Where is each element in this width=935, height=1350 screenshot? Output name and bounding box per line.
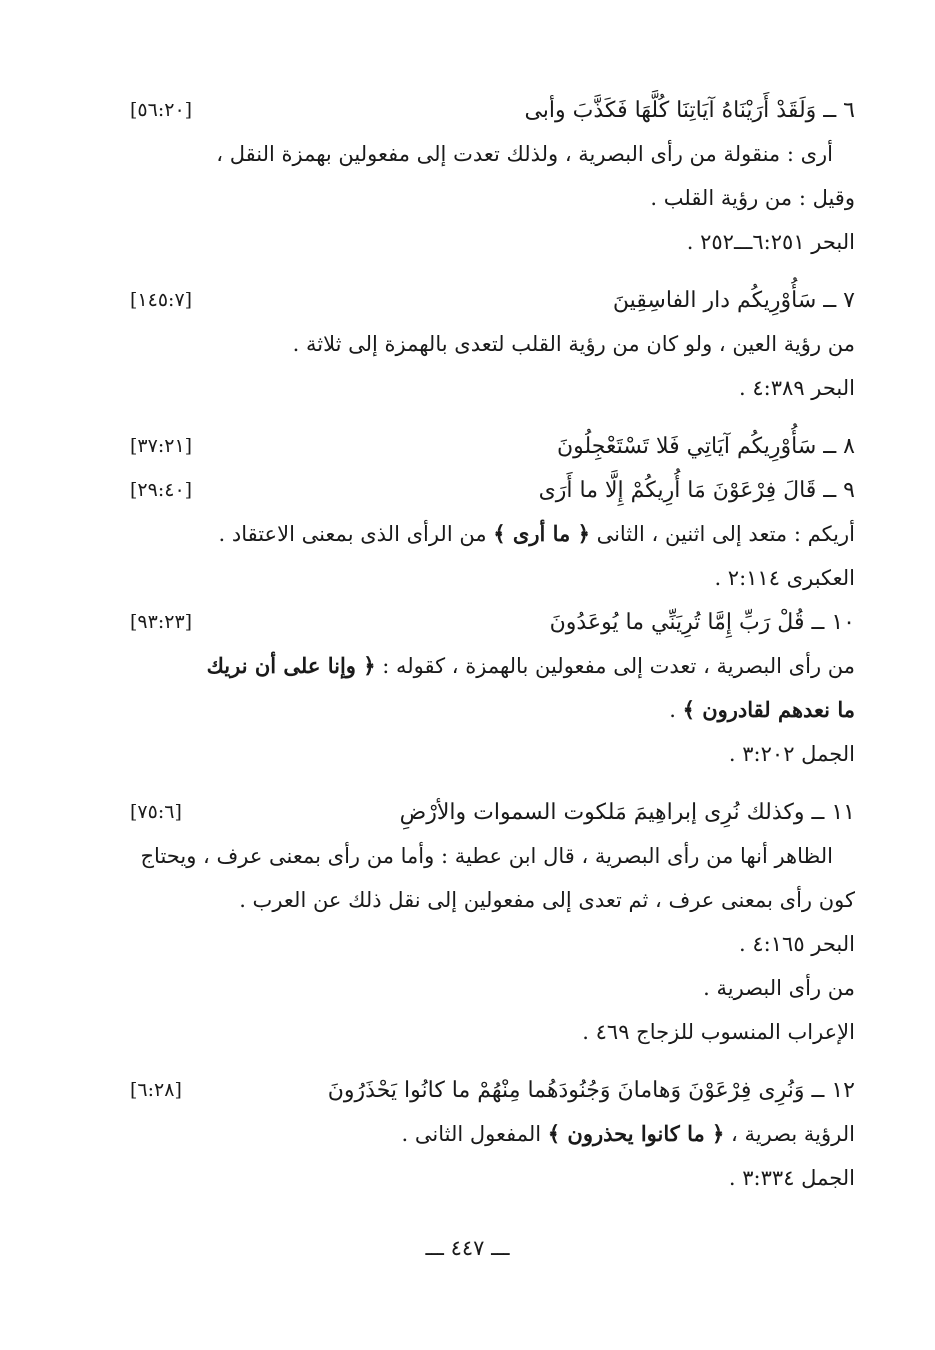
verse-text: ١٢ ــ وَنُرِى فِرْعَوْنَ وَهامانَ وَجُنُودَهُما مِنْهُمْ ما كانُوا يَحْذَرُونَ (327, 1078, 855, 1103)
source-citation: البحر ٤:١٦٥ . (739, 932, 855, 956)
commentary-line: الظاهر أنها من رأى البصرية ، قال ابن عطية : وأما من رأى بمعنى عرف ، ويحتاج (140, 844, 833, 868)
verse-row (130, 424, 855, 468)
verse-text: ١٠ ــ قُلْ رَبِّ إِمَّا تُرِيَنِّي ما يُوعَدُونَ (549, 610, 855, 635)
commentary-line: من رؤية العين ، ولو كان من رؤية القلب لتعدى بالهمزة إلى ثلاثة . (292, 332, 855, 356)
commentary-line (130, 644, 855, 688)
verse-text: ٦ ــ وَلَقَدْ أَرَيْنَاهُ آيَاتِنَا كُلَّهَا فَكَذَّبَ وأبى (524, 98, 855, 123)
entry-7 (130, 278, 855, 410)
verse-text: ٩ ــ قَالَ فِرْعَوْنَ مَا أُرِيكُمْ إِلَّا ما أَرَى (538, 478, 855, 503)
verse-reference: [١٤٥:٧] (130, 289, 193, 311)
commentary-line (130, 688, 855, 732)
quoted-phrase: ما نعدهم لقادرون ﴾ (682, 697, 855, 722)
verse-reference: [٩٣:٢٣] (130, 611, 193, 633)
quoted-phrase: ﴿ ما كانوا يحذرون ﴾ (547, 1121, 725, 1146)
commentary-text: الرؤية بصرية ، (731, 1122, 855, 1146)
entry-6 (130, 88, 855, 264)
quoted-phrase: ﴿ وإنا على أن نريك (206, 653, 376, 678)
source-citation: الجمل ٣:٢٠٢ . (728, 742, 855, 766)
commentary-text: المفعول الثانى . (401, 1122, 542, 1146)
quoted-phrase: ﴿ ما أرى ﴾ (493, 521, 590, 546)
entry-12 (130, 1068, 855, 1200)
commentary-text: أريكم : متعد إلى اثنين ، الثانى (596, 522, 855, 546)
verse-reference: [٣٧:٢١] (130, 435, 193, 457)
source-citation: البحر ٦:٢٥١ـــ٢٥٢ . (686, 230, 855, 254)
verse-row (130, 600, 855, 644)
verse-reference: [٦:٢٨] (130, 1079, 182, 1101)
verse-reference: [٢٩:٤٠] (130, 479, 193, 501)
entry-9 (130, 468, 855, 600)
commentary-line (130, 1112, 855, 1156)
verse-text: ٧ ــ سَأُوْرِيكُم دار الفاسِقِينَ (612, 288, 855, 313)
verse-reference: [٧٥:٦] (130, 801, 182, 823)
verse-row (130, 468, 855, 512)
verse-row (130, 278, 855, 322)
commentary-text: من الرأى الذى بمعنى الاعتقاد . (218, 522, 487, 546)
commentary-line: من رأى البصرية . (703, 976, 855, 1000)
page-content (130, 88, 855, 1200)
verse-reference: [٥٦:٢٠] (130, 99, 193, 121)
commentary-line: أرى : منقولة من رأى البصرية ، ولذلك تعدت إلى مفعولين بهمزة النقل ، (216, 142, 833, 166)
source-citation: الإعراب المنسوب للزجاج ٤٦٩ . (582, 1020, 855, 1044)
verse-text: ١١ ــ وكذلك نُرِى إبراهِيمَ مَلكوت السموات والأرْضِ (399, 800, 855, 825)
commentary-text: . (669, 698, 683, 722)
entry-10 (130, 600, 855, 776)
commentary-text: من رأى البصرية ، تعدت إلى مفعولين بالهمزة ، كقوله : (382, 654, 855, 678)
entry-11 (130, 790, 855, 1054)
commentary-line: كون رأى بمعنى عرف ، ثم تعدى إلى مفعولين إلى نقل ذلك عن العرب . (239, 888, 855, 912)
source-citation: الجمل ٣:٣٣٤ . (728, 1166, 855, 1190)
verse-text: ٨ ــ سَأُوْرِيكُم آيَاتِي فَلا تَسْتَعْجِلُونَ (556, 434, 855, 459)
entry-8 (130, 424, 855, 468)
commentary-line (130, 512, 855, 556)
verse-row (130, 88, 855, 132)
verse-row (130, 1068, 855, 1112)
verse-row (130, 790, 855, 834)
source-citation: البحر ٤:٣٨٩ . (739, 376, 855, 400)
source-citation: العكبرى ٢:١١٤ . (714, 566, 855, 590)
page-number: ـــ ٤٤٧ ـــ (425, 1236, 510, 1260)
commentary-line: وقيل : من رؤية القلب . (650, 186, 855, 210)
